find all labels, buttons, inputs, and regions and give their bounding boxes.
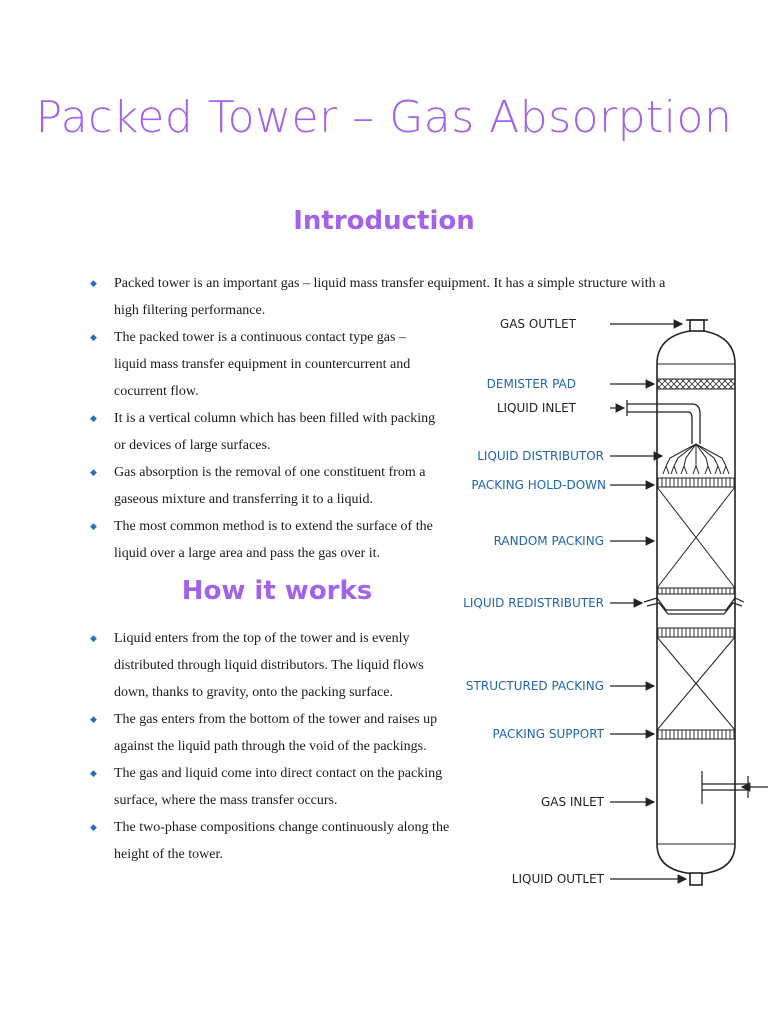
how-it-works-list	[90, 625, 450, 868]
introduction-list	[90, 324, 440, 567]
label-packing-support	[493, 727, 654, 741]
packing-hold-down	[657, 478, 735, 487]
packed-tower-diagram	[452, 306, 768, 900]
page-title: Packed Tower – Gas Absorption	[35, 92, 733, 143]
label-gas-inlet-text: GAS INLET	[540, 795, 604, 809]
list-item: ◆ The packed tower is a continuous contact type gas – liquid mass transfer equipment in countercurrent and cocurrent flow.	[90, 324, 440, 405]
random-packing-bed	[657, 487, 735, 594]
list-item: ◆ The gas and liquid come into direct contact on the packing surface, where the mass transfer occurs.	[90, 760, 450, 814]
label-liquid-inlet	[497, 401, 624, 415]
label-liquid-outlet-text: LIQUID OUTLET	[511, 872, 604, 886]
label-random-packing	[494, 534, 654, 548]
label-demister-pad-text: DEMISTER PAD	[486, 377, 576, 391]
how-it-works-heading: How it works	[181, 576, 373, 606]
label-demister-pad	[487, 377, 654, 391]
introduction-heading: Introduction	[293, 206, 475, 236]
label-packing-hold-down-text: PACKING HOLD-DOWN	[471, 478, 606, 492]
label-liquid-distributor-text: LIQUID DISTRIBUTOR	[477, 449, 604, 463]
label-liquid-inlet-text: LIQUID INLET	[496, 401, 576, 415]
label-gas-outlet	[500, 317, 682, 331]
label-structured-packing	[466, 679, 654, 693]
label-liquid-redistributer-text: LIQUID REDISTRIBUTER	[463, 596, 604, 610]
gas-inlet-pipe	[702, 771, 748, 804]
list-item: ◆ Liquid enters from the top of the tower and is evenly distributed through liquid distributors. The liquid flows down, thanks to gravity, onto the packing surface.	[90, 625, 450, 706]
list-item: ◆ The most common method is to extend the surface of the liquid over a large area and pass the gas over it.	[90, 513, 440, 567]
demister-pad	[657, 379, 735, 389]
label-gas-outlet-text: GAS OUTLET	[499, 317, 576, 331]
label-liquid-redistributer	[463, 596, 642, 610]
label-packing-support-text: PACKING SUPPORT	[492, 727, 604, 741]
label-gas-inlet	[541, 795, 654, 809]
list-item: ◆ The two-phase compositions change continuously along the height of the tower.	[90, 814, 450, 868]
packing-support	[657, 730, 735, 739]
label-structured-packing-text: STRUCTURED PACKING	[465, 679, 604, 693]
liquid-inlet-pipe	[627, 400, 700, 444]
label-packing-hold-down	[471, 478, 654, 492]
liquid-distributor	[663, 444, 729, 474]
list-item: ◆ Gas absorption is the removal of one constituent from a gaseous mixture and transferring it to a liquid.	[90, 459, 440, 513]
label-liquid-distributor	[477, 449, 662, 463]
structured-packing-bed	[657, 628, 735, 730]
liquid-redistributer	[644, 598, 744, 614]
list-item: ◆ It is a vertical column which has been filled with packing or devices of large surfaces.	[90, 405, 440, 459]
label-liquid-outlet	[512, 872, 686, 886]
label-random-packing-text: RANDOM PACKING	[493, 534, 604, 548]
list-item: ◆ Packed tower is an important gas – liquid mass transfer equipment. It has a simple structure with a high filtering performance.	[90, 270, 680, 324]
list-item: ◆ The gas enters from the bottom of the tower and raises up against the liquid path through the void of the packings.	[90, 706, 450, 760]
